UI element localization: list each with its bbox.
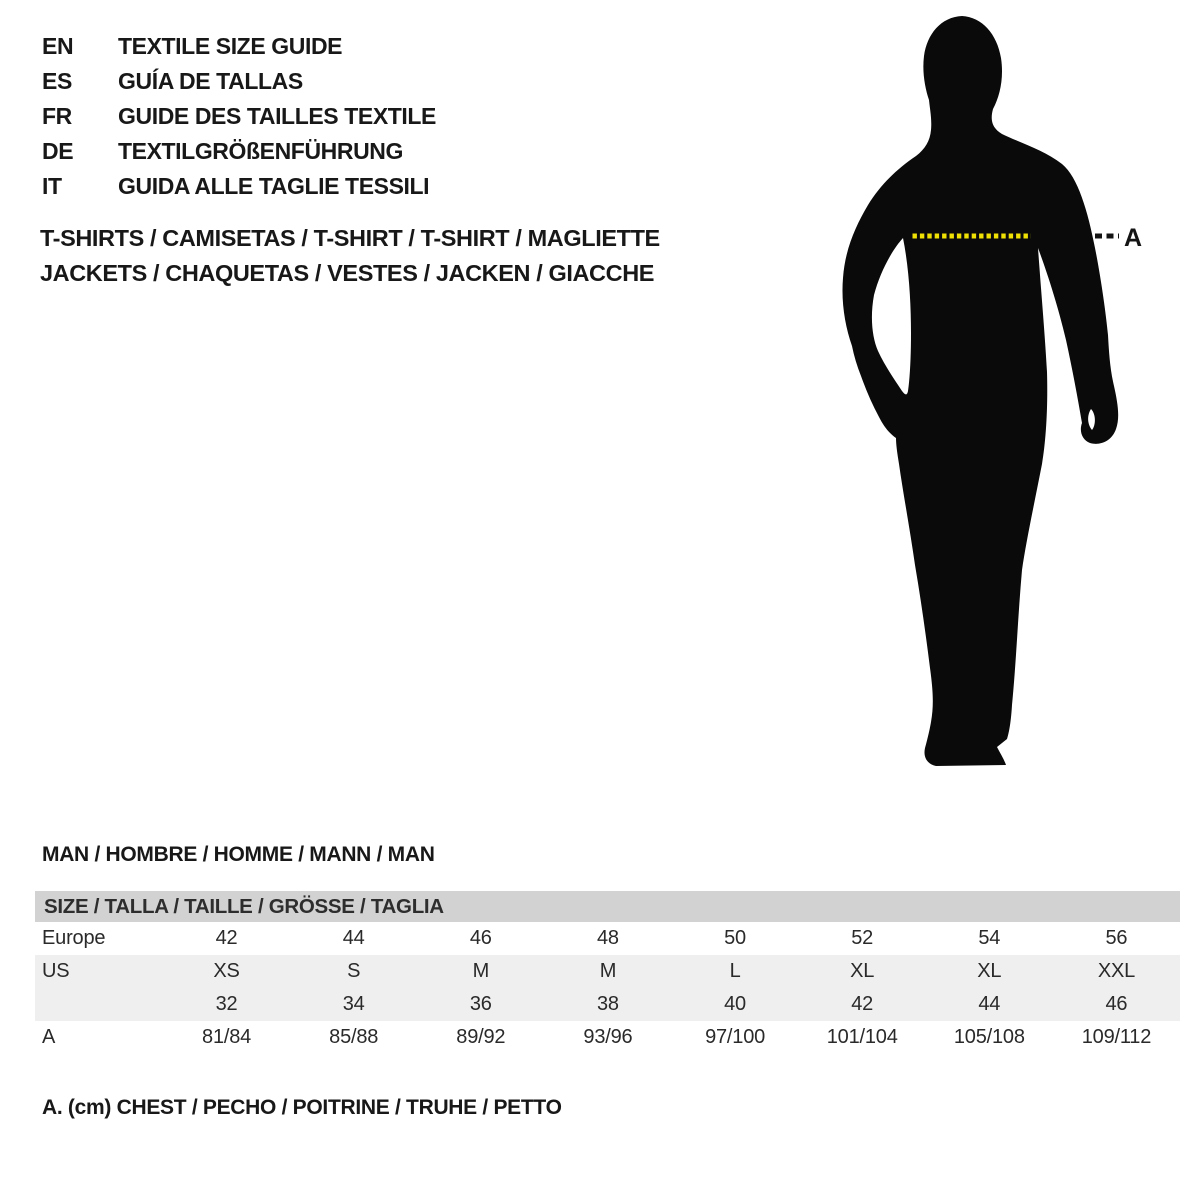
size-value: 85/88 xyxy=(329,1026,379,1048)
size-value: 54 xyxy=(978,927,1001,949)
size-value: 56 xyxy=(1105,927,1128,949)
size-value: 38 xyxy=(597,993,619,1015)
size-value: 52 xyxy=(851,927,874,949)
language-title: GUIDE DES TAILLES TEXTILE xyxy=(118,103,436,129)
language-row-fr xyxy=(42,99,436,134)
man-silhouette xyxy=(842,16,1118,766)
size-value: 105/108 xyxy=(953,1026,1025,1048)
size-value: L xyxy=(729,960,741,982)
table-row-numeric xyxy=(35,988,1180,1021)
size-value: 101/104 xyxy=(826,1026,898,1048)
size-value: 42 xyxy=(215,927,238,949)
chest-marker-label: A xyxy=(1124,224,1143,252)
language-title: GUÍA DE TALLAS xyxy=(118,68,303,94)
size-value: 48 xyxy=(597,927,619,949)
category-line-tshirts: T-SHIRTS / CAMISETAS / T-SHIRT / T-SHIRT / MAGLIETTE xyxy=(40,225,660,251)
language-title: TEXTILE SIZE GUIDE xyxy=(118,33,343,59)
size-value: XXL xyxy=(1097,960,1136,982)
language-title: GUIDA ALLE TAGLIE TESSILI xyxy=(118,173,430,199)
section-title-man: MAN / HOMBRE / HOMME / MANN / MAN xyxy=(42,843,435,866)
size-value: 44 xyxy=(978,993,1001,1015)
size-value: 46 xyxy=(1105,993,1128,1015)
size-value: 46 xyxy=(469,927,492,949)
row-label: A xyxy=(42,1026,56,1048)
measurement-caption: A. (cm) CHEST / PECHO / POITRINE / TRUHE / PETTO xyxy=(42,1096,562,1119)
category-line-jackets: JACKETS / CHAQUETAS / VESTES / JACKEN / GIACCHE xyxy=(40,260,655,286)
language-code: DE xyxy=(42,138,74,164)
size-value: 42 xyxy=(851,993,874,1015)
language-code: ES xyxy=(42,68,72,94)
language-row-en xyxy=(42,29,436,64)
size-value: M xyxy=(599,960,617,982)
size-value: 81/84 xyxy=(202,1026,252,1048)
table-row-chest xyxy=(35,1021,1180,1054)
size-value: 34 xyxy=(342,993,365,1015)
size-value: 44 xyxy=(342,927,365,949)
size-value: 89/92 xyxy=(456,1026,506,1048)
language-row-it xyxy=(42,169,436,204)
size-value: XL xyxy=(977,960,1002,982)
size-value: 50 xyxy=(724,927,746,949)
size-value: XS xyxy=(213,960,240,982)
table-row-europe xyxy=(35,922,1180,955)
language-code: FR xyxy=(42,103,72,129)
row-label: US xyxy=(42,960,70,982)
language-title: TEXTILGRÖßENFÜHRUNG xyxy=(118,138,403,164)
size-value: 36 xyxy=(469,993,492,1015)
language-row-de xyxy=(42,134,436,169)
language-row-es xyxy=(42,64,436,99)
size-value: M xyxy=(472,960,490,982)
language-code: IT xyxy=(42,173,62,199)
table-row-us xyxy=(35,955,1180,988)
size-table xyxy=(35,891,1180,1054)
size-value: 97/100 xyxy=(705,1026,766,1048)
size-value: 32 xyxy=(215,993,238,1015)
man-silhouette-figure xyxy=(840,0,1160,800)
size-value: XL xyxy=(850,960,875,982)
language-list xyxy=(42,29,436,204)
size-table-header: SIZE / TALLA / TAILLE / GRÖSSE / TAGLIA xyxy=(35,891,1180,922)
size-value: 93/96 xyxy=(583,1026,633,1048)
category-lines xyxy=(40,221,660,291)
row-label: Europe xyxy=(42,927,106,949)
size-value: 109/112 xyxy=(1081,1026,1152,1048)
size-value: S xyxy=(347,960,361,982)
size-value: 40 xyxy=(724,993,746,1015)
language-code: EN xyxy=(42,33,74,59)
